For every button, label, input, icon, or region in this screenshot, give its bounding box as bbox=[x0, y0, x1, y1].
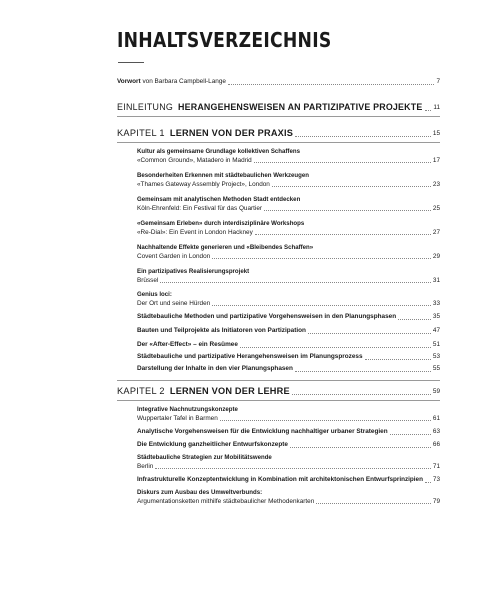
leader-dots bbox=[390, 434, 431, 435]
chapter-rule bbox=[117, 400, 440, 401]
section-subtitle: Argumentationsketten mithilfe städtebaulicher Methodenkarten bbox=[137, 497, 315, 505]
vorwort-author: von Barbara Campbell-Lange bbox=[140, 78, 226, 85]
page-number: 11 bbox=[433, 104, 440, 111]
section-title: Städtebauliche Methoden und partizipative Vorgehensweisen in den Planungsphasen bbox=[137, 313, 397, 320]
chapter-rule bbox=[117, 116, 440, 117]
page-number: 53 bbox=[432, 353, 440, 360]
toc-section[interactable] bbox=[137, 148, 440, 165]
leader-dots bbox=[254, 162, 431, 163]
section-title: Gemeinsam mit analytischen Methoden Stadt entdecken bbox=[137, 196, 301, 203]
page-number: 71 bbox=[432, 462, 440, 470]
toc-entry-kapitel-1[interactable] bbox=[117, 128, 440, 139]
toc-section[interactable] bbox=[137, 172, 440, 189]
section-title: Diskurs zum Ausbau des Umweltverbunds: bbox=[137, 489, 263, 496]
page-number: 61 bbox=[432, 414, 440, 422]
page-number: 59 bbox=[432, 388, 440, 395]
page-number: 25 bbox=[432, 204, 440, 212]
page-number: 47 bbox=[432, 327, 440, 334]
section-title: Bauten und Teilprojekte als Initiatoren von Partizipation bbox=[137, 327, 306, 334]
page-number: 17 bbox=[432, 156, 440, 164]
toc-section[interactable] bbox=[137, 313, 440, 322]
page-number: 51 bbox=[432, 341, 440, 348]
page-number: 33 bbox=[432, 299, 440, 307]
section-title: Infrastrukturelle Konzeptentwicklung in Kombination mit architektonischen Entwurfsprinzipien bbox=[137, 476, 423, 483]
section-subtitle: Brüssel bbox=[137, 276, 159, 284]
page-number: 15 bbox=[432, 130, 440, 137]
leader-dots bbox=[220, 420, 431, 421]
page-number: 27 bbox=[432, 228, 440, 236]
section-subtitle: «Common Ground», Matadero in Madrid bbox=[137, 156, 252, 164]
page-number: 55 bbox=[432, 365, 440, 372]
leader-dots bbox=[212, 305, 431, 306]
section-title: Städtebauliche und partizipative Herangehensweisen im Planungsprozess bbox=[137, 353, 363, 360]
chapter-label: KAPITEL 1 bbox=[117, 128, 165, 138]
leader-dots bbox=[264, 210, 431, 211]
toc-section[interactable] bbox=[137, 441, 440, 450]
leader-dots bbox=[425, 110, 431, 111]
leader-dots bbox=[365, 359, 431, 360]
section-title: Analytische Vorgehensweisen für die Entwicklung nachhaltiger urbaner Strategien bbox=[137, 428, 388, 435]
leader-dots bbox=[290, 447, 431, 448]
section-subtitle: «Re-Dial»: Ein Event in London Hackney bbox=[137, 228, 253, 236]
leader-dots bbox=[155, 468, 431, 469]
page-title: INHALTSVERZEICHNIS bbox=[117, 28, 332, 52]
page-number: 35 bbox=[432, 313, 440, 320]
leader-dots bbox=[295, 371, 431, 372]
section-subtitle: Wuppertaler Tafel in Barmen bbox=[137, 414, 218, 422]
toc-entry-vorwort[interactable] bbox=[117, 78, 440, 87]
toc-entry-kapitel-2[interactable] bbox=[117, 386, 440, 397]
section-title: Die Entwicklung ganzheitlicher Entwurfskonzepte bbox=[137, 441, 288, 448]
chapter-rule bbox=[117, 380, 440, 381]
page-number: 73 bbox=[432, 476, 440, 483]
section-title: «Gemeinsam Erleben» durch interdisziplinäre Workshops bbox=[137, 220, 305, 227]
section-title: Ein partizipatives Realisierungsprojekt bbox=[137, 268, 250, 275]
chapter-label: EINLEITUNG bbox=[117, 102, 174, 112]
toc-section[interactable] bbox=[137, 428, 440, 437]
section-title: Darstellung der Inhalte in den vier Planungsphasen bbox=[137, 365, 293, 372]
leader-dots bbox=[272, 186, 431, 187]
page-number: 23 bbox=[432, 180, 440, 188]
chapter-title: LERNEN VON DER LEHRE bbox=[169, 386, 290, 396]
section-title: Nachhaltende Effekte generieren und «Bleibendes Schaffen» bbox=[137, 244, 314, 251]
page-number: 79 bbox=[432, 497, 440, 505]
chapter-title: HERANGEHENSWEISEN AN PARTIZIPATIVE PROJEKTE bbox=[178, 102, 423, 112]
section-subtitle: Köln-Ehrenfeld: Ein Festival für das Quartier bbox=[137, 204, 263, 212]
leader-dots bbox=[160, 282, 431, 283]
toc-section[interactable] bbox=[137, 365, 440, 374]
toc-section[interactable] bbox=[137, 406, 440, 423]
toc-section[interactable] bbox=[137, 327, 440, 336]
toc-section[interactable] bbox=[137, 341, 440, 350]
page-number: 63 bbox=[432, 428, 440, 435]
section-subtitle: «Thames Gateway Assembly Project», London bbox=[137, 180, 270, 188]
toc-section[interactable] bbox=[137, 268, 440, 285]
leader-dots bbox=[295, 136, 431, 137]
leader-dots bbox=[398, 319, 431, 320]
toc-section[interactable] bbox=[137, 454, 440, 471]
section-subtitle: Covent Garden in London bbox=[137, 252, 211, 260]
leader-dots bbox=[292, 394, 431, 395]
vorwort-label: Vorwort bbox=[117, 78, 141, 85]
section-subtitle: Der Ort und seine Hürden bbox=[137, 299, 211, 307]
section-subtitle: Berlin bbox=[137, 462, 154, 470]
title-underline bbox=[118, 62, 144, 63]
toc-section[interactable] bbox=[137, 196, 440, 213]
toc-section[interactable] bbox=[137, 353, 440, 362]
toc-section[interactable] bbox=[137, 489, 440, 506]
section-title: Der «After-Effect» – ein Resümee bbox=[137, 341, 238, 348]
toc-section[interactable] bbox=[137, 244, 440, 261]
page-number: 66 bbox=[432, 441, 440, 448]
section-title: Städtebauliche Strategien zur Mobilitätswende bbox=[137, 454, 272, 461]
section-title: Integrative Nachnutzungskonzepte bbox=[137, 406, 238, 413]
leader-dots bbox=[425, 482, 431, 483]
leader-dots bbox=[212, 258, 431, 259]
leader-dots bbox=[255, 234, 431, 235]
toc-section[interactable] bbox=[137, 476, 440, 485]
leader-dots bbox=[240, 347, 431, 348]
page-number: 29 bbox=[432, 252, 440, 260]
toc-section[interactable] bbox=[137, 220, 440, 237]
chapter-rule bbox=[117, 142, 440, 143]
section-title: Kultur als gemeinsame Grundlage kollektiven Schaffens bbox=[137, 148, 300, 155]
section-title: Besonderheiten Erkennen mit städtebaulichen Werkzeugen bbox=[137, 172, 310, 179]
chapter-label: KAPITEL 2 bbox=[117, 386, 165, 396]
toc-section[interactable] bbox=[137, 291, 440, 308]
leader-dots bbox=[308, 333, 431, 334]
page-number: 31 bbox=[432, 276, 440, 284]
page-number: 7 bbox=[436, 78, 440, 85]
chapter-title: LERNEN VON DER PRAXIS bbox=[169, 128, 294, 138]
toc-entry-einleitung[interactable] bbox=[117, 102, 440, 113]
section-title: Genius loci: bbox=[137, 291, 172, 298]
leader-dots bbox=[316, 503, 431, 504]
leader-dots bbox=[228, 84, 435, 85]
